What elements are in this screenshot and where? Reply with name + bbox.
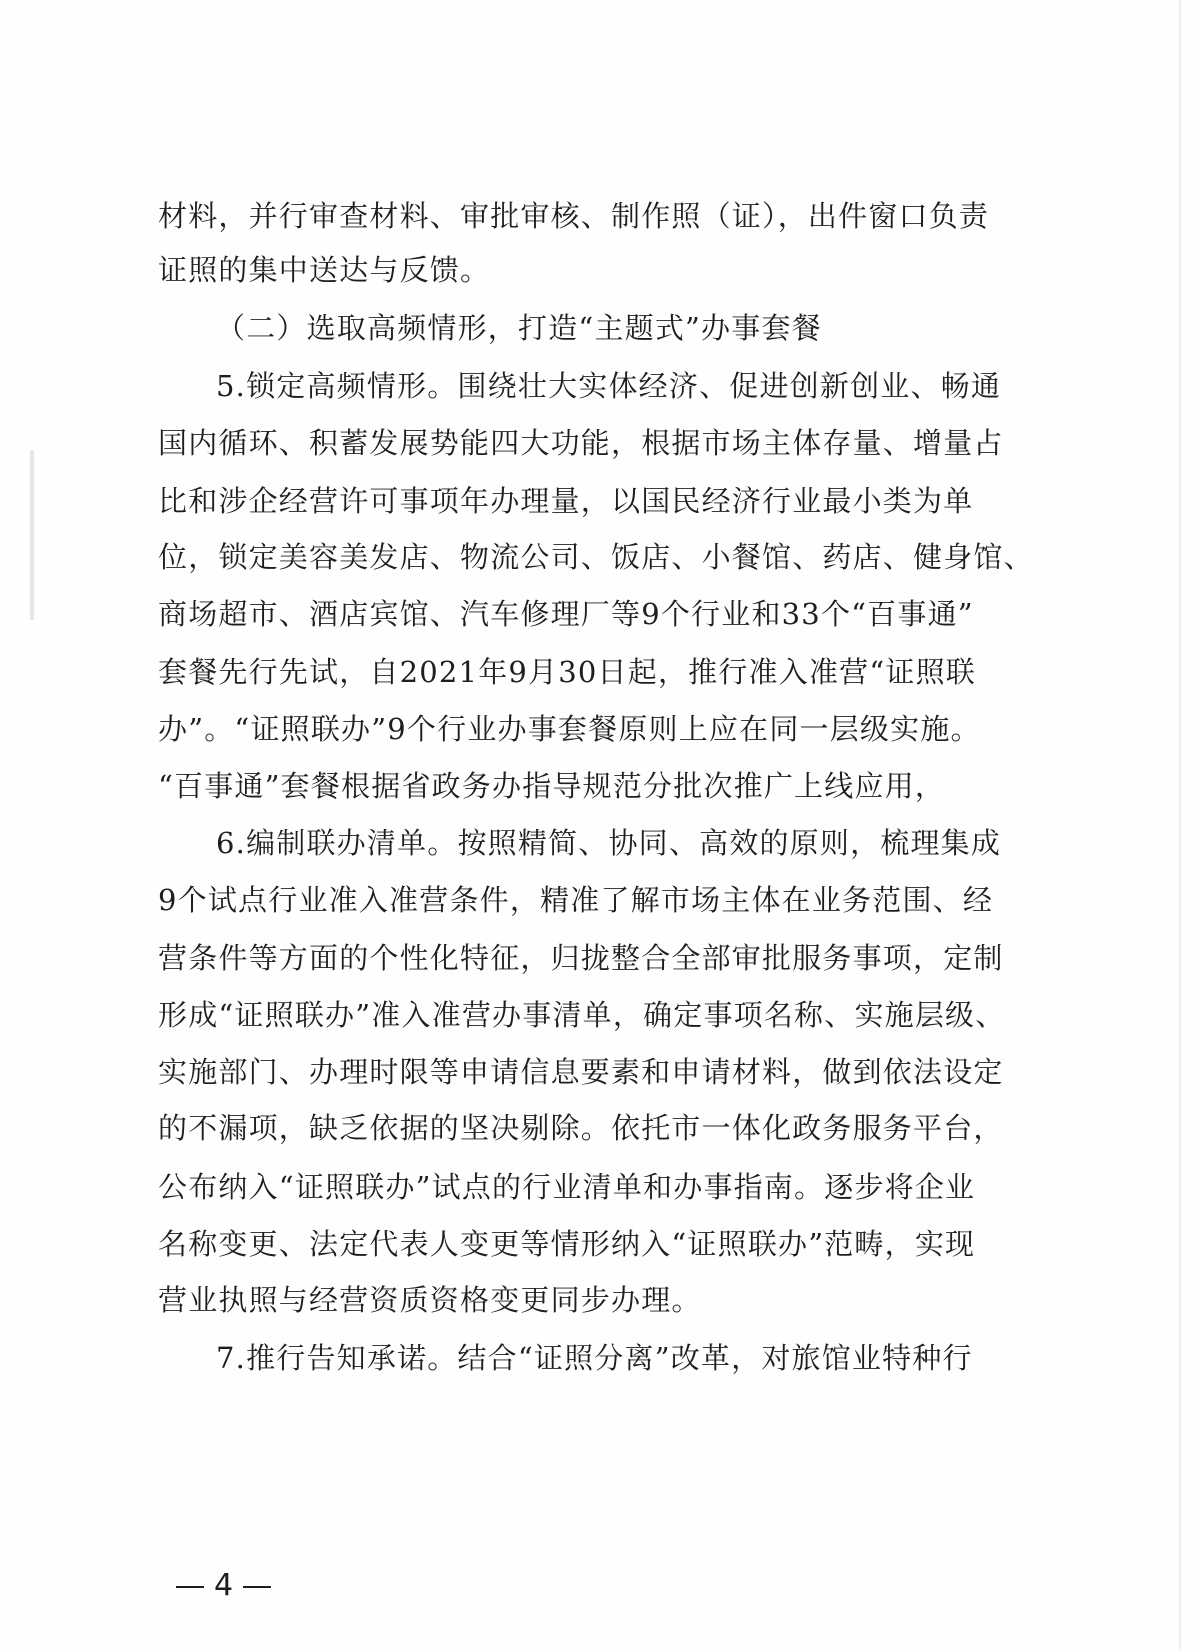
text-line: 的不漏项，缺乏依据的坚决剔除。依托市一体化政务服务平台， xyxy=(158,1111,1004,1145)
scan-edge-shadow xyxy=(1179,0,1181,1649)
paragraph-start: 5.锁定高频情形。围绕壮大实体经济、促进创新创业、畅通 xyxy=(216,369,1002,403)
text-line: 形成“证照联办”准入准营办事清单，确定事项名称、实施层级、 xyxy=(158,998,1006,1032)
page-footer xyxy=(166,1566,281,1606)
text-line: 公布纳入“证照联办”试点的行业清单和办事指南。逐步将企业 xyxy=(158,1170,976,1204)
text-line: 办”。“证照联办”9个行业办事套餐原则上应在同一层级实施。 xyxy=(158,712,981,746)
text-line: 材料，并行审查材料、审批审核、制作照（证），出件窗口负责 xyxy=(158,199,990,233)
text-line: 商场超市、酒店宾馆、汽车修理厂等9个行业和33个“百事通” xyxy=(158,597,974,631)
page-number: 4 xyxy=(214,1568,234,1603)
text-line: 套餐先行先试，自2021年9月30日起，推行准入准营“证照联 xyxy=(158,655,976,689)
text-line: 国内循环、积蓄发展势能四大功能，根据市场主体存量、增量占 xyxy=(158,426,1004,460)
text-line: 名称变更、法定代表人变更等情形纳入“证照联办”范畴，实现 xyxy=(158,1227,976,1261)
paragraph-start: 7.推行告知承诺。结合“证照分离”改革，对旅馆业特种行 xyxy=(216,1341,973,1375)
text-line: 营业执照与经营资质资格变更同步办理。 xyxy=(158,1283,702,1317)
text-line: 实施部门、办理时限等申请信息要素和申请材料，做到依法设定 xyxy=(158,1055,1004,1089)
text-line: 位，锁定美容美发店、物流公司、饭店、小餐馆、药店、健身馆、 xyxy=(158,540,1034,574)
footer-dash-left xyxy=(176,1586,204,1588)
section-heading: （二）选取高频情形，打造“主题式”办事套餐 xyxy=(216,311,822,345)
text-line: 9个试点行业准入准营条件，精准了解市场主体在业务范围、经 xyxy=(158,883,994,917)
text-line: 营条件等方面的个性化特征，归拢整合全部审批服务事项，定制 xyxy=(158,941,1004,975)
text-line: 证照的集中送达与反馈。 xyxy=(158,253,491,287)
text-line: 比和涉企经营许可事项年办理量，以国民经济行业最小类为单 xyxy=(158,484,974,518)
scan-binding-mark xyxy=(30,450,34,620)
paragraph-start: 6.编制联办清单。按照精简、协同、高效的原则，梳理集成 xyxy=(216,826,1002,860)
text-line: “百事通”套餐根据省政务办指导规范分批次推广上线应用， xyxy=(158,769,946,803)
footer-dash-right xyxy=(243,1586,271,1588)
